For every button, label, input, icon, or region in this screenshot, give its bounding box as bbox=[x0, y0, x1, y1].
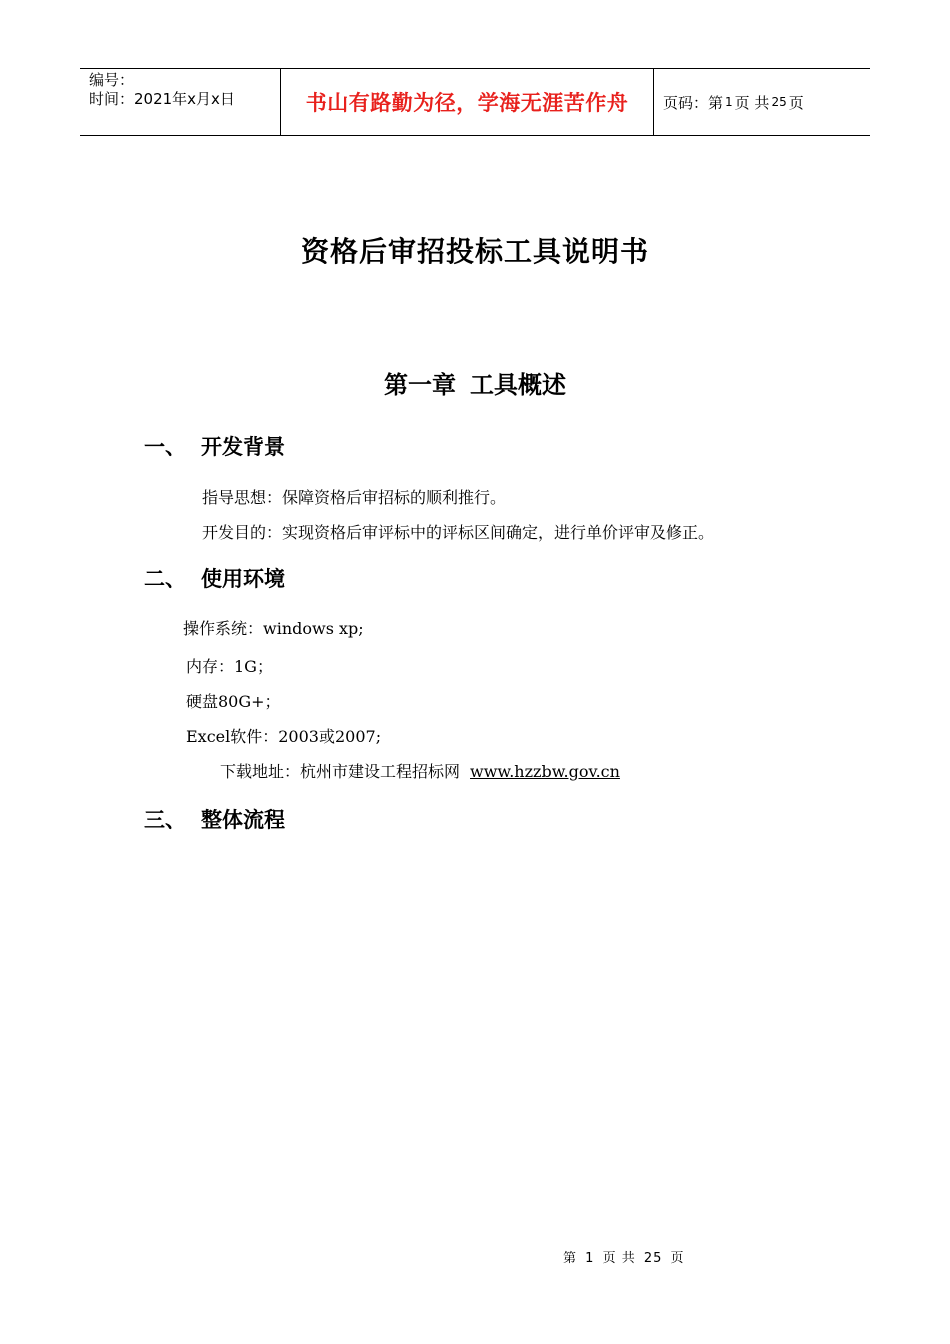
env-excel: Excel软件：2003或2007; bbox=[186, 727, 382, 746]
development-purpose: 开发目的：实现资格后审评标中的评标区间确定，进行单价评审及修正。 bbox=[202, 523, 715, 542]
download-label: 下载地址：杭州市建设工程招标网 bbox=[220, 762, 461, 781]
header-table bbox=[80, 68, 870, 136]
chapter-number: 第一章 bbox=[384, 371, 456, 399]
env-disk: 硬盘80G+； bbox=[186, 692, 281, 711]
footer-mid: 页 共 bbox=[602, 1251, 636, 1266]
motto: 书山有路勤为径，学海无涯苦作舟 bbox=[305, 91, 629, 115]
chapter-heading bbox=[0, 365, 950, 400]
section-title: 整体流程 bbox=[201, 808, 285, 832]
page-prefix: 页码：第 bbox=[663, 93, 724, 112]
section-number: 二、 bbox=[144, 567, 186, 591]
footer-total: 25 bbox=[643, 1251, 663, 1266]
env-os: 操作系统：windows xp; bbox=[183, 619, 364, 638]
section-heading-1 bbox=[144, 431, 285, 461]
document-title: 资格后审招投标工具说明书 bbox=[300, 235, 649, 268]
footer-suffix: 页 bbox=[670, 1251, 685, 1266]
footer-current: 1 bbox=[585, 1251, 595, 1266]
page-number-cell bbox=[654, 69, 870, 135]
chapter-name: 工具概述 bbox=[470, 371, 566, 399]
header-info-cell bbox=[80, 69, 281, 135]
page-current: 1 bbox=[725, 95, 733, 109]
download-link[interactable]: www.hzzbw.gov.cn bbox=[470, 762, 620, 781]
env-memory: 内存：1G； bbox=[186, 657, 273, 676]
section-number: 一、 bbox=[144, 435, 186, 459]
section-heading-3 bbox=[144, 804, 285, 834]
page-suffix: 页 bbox=[788, 93, 804, 112]
section-number: 三、 bbox=[144, 808, 186, 832]
number-label: 编号： bbox=[89, 71, 135, 89]
guiding-thought: 指导思想：保障资格后审招标的顺利推行。 bbox=[202, 488, 507, 507]
page-footer bbox=[563, 1247, 685, 1266]
section-title: 开发背景 bbox=[201, 435, 285, 459]
page-mid: 页 共 bbox=[734, 93, 770, 112]
footer-prefix: 第 bbox=[563, 1251, 578, 1266]
env-download bbox=[220, 759, 620, 782]
section-heading-2 bbox=[144, 563, 285, 593]
page-total: 25 bbox=[771, 95, 787, 109]
time-label: 时间：2021年x月x日 bbox=[89, 90, 235, 108]
motto-cell bbox=[281, 69, 654, 135]
section-title: 使用环境 bbox=[201, 567, 285, 591]
